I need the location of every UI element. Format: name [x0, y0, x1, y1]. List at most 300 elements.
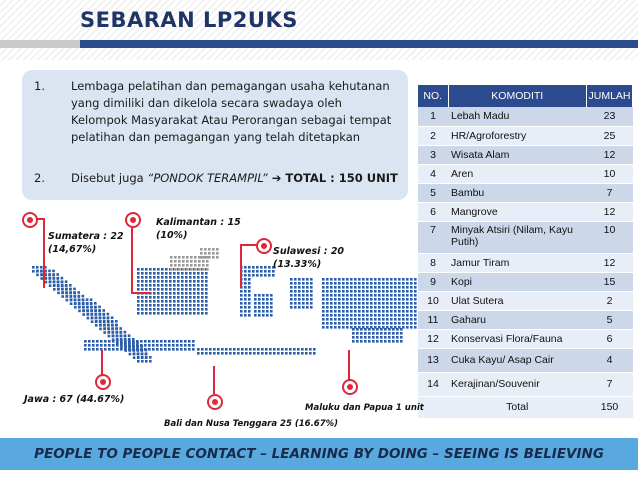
map-dot [362, 298, 365, 301]
map-dot [161, 272, 164, 275]
map-dot [112, 340, 115, 343]
map-dot [206, 268, 209, 271]
map-dot [124, 344, 127, 347]
point-text: Lembaga pelatihan dan pemagangan usaha kehutanan yang dimiliki dan dikelola secara swadaya oleh Kelompok Masyarakat Atau Perorangan sebagai tempat pelatihan dan pemagangan yang telah ditetapkan [71, 79, 392, 144]
map-dot [65, 291, 68, 294]
map-dot [334, 326, 337, 329]
map-dot [378, 310, 381, 313]
cell-jumlah: 2 [587, 291, 633, 310]
map-dot [370, 298, 373, 301]
map-dot [137, 360, 140, 363]
map-dot [410, 310, 413, 313]
map-dot [322, 314, 325, 317]
map-dot [338, 294, 341, 297]
map-dot [249, 348, 252, 351]
map-dot [260, 266, 263, 269]
map-dot [65, 288, 68, 291]
map-dot [386, 298, 389, 301]
map-dot [281, 352, 284, 355]
table-row [418, 126, 633, 145]
map-dot [137, 284, 140, 287]
map-dot [53, 277, 56, 280]
map-dot [78, 298, 81, 301]
map-dot [233, 352, 236, 355]
map-dot [384, 336, 387, 339]
cell-jumlah: 10 [587, 221, 633, 253]
map-dot [201, 292, 204, 295]
map-dot [172, 344, 175, 347]
map-dot [157, 268, 160, 271]
map-dot [406, 298, 409, 301]
map-dot [346, 306, 349, 309]
map-dot [366, 278, 369, 281]
map-dot [302, 298, 305, 301]
label-sumatera [48, 230, 124, 256]
map-dot [248, 294, 251, 297]
map-dot [181, 288, 184, 291]
map-dot [374, 290, 377, 293]
map-dot [342, 314, 345, 317]
map-dot [152, 344, 155, 347]
map-dot [380, 340, 383, 343]
map-dot [382, 322, 385, 325]
map-dot [394, 302, 397, 305]
map-dot [202, 260, 205, 263]
map-dot [53, 288, 56, 291]
map-dot [254, 310, 257, 313]
map-dot [161, 304, 164, 307]
map-dot [334, 306, 337, 309]
map-dot [394, 286, 397, 289]
map-dot [277, 348, 280, 351]
map-dot [99, 316, 102, 319]
map-dot [360, 328, 363, 331]
map-dot [78, 302, 81, 305]
total-value: 150 [587, 396, 633, 418]
map-dot [394, 294, 397, 297]
map-dot [61, 277, 64, 280]
map-dot [390, 278, 393, 281]
map-dot [103, 320, 106, 323]
map-dot [342, 294, 345, 297]
map-dot [254, 302, 257, 305]
map-dot [205, 292, 208, 295]
map-dot [394, 306, 397, 309]
map-dot [181, 272, 184, 275]
map-dot [208, 252, 211, 255]
map-dot [157, 308, 160, 311]
header-no: NO. [418, 85, 448, 107]
map-dot [157, 296, 160, 299]
map-dot [266, 298, 269, 301]
cell-jumlah: 10 [587, 164, 633, 183]
map-dot [306, 278, 309, 281]
map-dot [61, 288, 64, 291]
map-dot [91, 316, 94, 319]
map-dot [241, 348, 244, 351]
map-dot [310, 298, 313, 301]
map-dot [362, 294, 365, 297]
map-dot [178, 260, 181, 263]
map-dot [70, 295, 73, 298]
map-dot [136, 348, 139, 351]
label-jawa: Jawa : 67 (44.67%) [24, 394, 125, 405]
map-dot [358, 298, 361, 301]
map-dot [346, 290, 349, 293]
map-dot [414, 306, 417, 309]
map-dot [201, 308, 204, 311]
map-dot [78, 306, 81, 309]
map-dot [334, 314, 337, 317]
map-dot [190, 264, 193, 267]
map-dot [244, 290, 247, 293]
map-dot [402, 290, 405, 293]
map-dot [398, 302, 401, 305]
map-dot [386, 318, 389, 321]
map-dot [244, 310, 247, 313]
map-dot [178, 264, 181, 267]
map-dot [378, 294, 381, 297]
map-dot [173, 272, 176, 275]
table-row [418, 291, 633, 310]
map-dot [358, 306, 361, 309]
map-dot [161, 268, 164, 271]
map-dot [153, 292, 156, 295]
map-dot [254, 306, 257, 309]
title-underline-grey [0, 40, 80, 48]
cell-no: 14 [418, 372, 448, 396]
map-dot [169, 284, 172, 287]
map-dot [208, 248, 211, 251]
map-dot [374, 322, 377, 325]
map-dot [330, 286, 333, 289]
map-dot [390, 318, 393, 321]
map-dot [326, 290, 329, 293]
map-dot [306, 282, 309, 285]
map-dot [244, 286, 247, 289]
map-dot [262, 306, 265, 309]
map-dot [338, 290, 341, 293]
map-dot [201, 296, 204, 299]
map-dot [157, 312, 160, 315]
map-dot [326, 314, 329, 317]
map-dot [137, 280, 140, 283]
cell-no: 4 [418, 164, 448, 183]
map-dot [313, 352, 316, 355]
map-dot [322, 318, 325, 321]
map-dot [65, 284, 68, 287]
map-dot [370, 294, 373, 297]
map-dot [310, 286, 313, 289]
map-dot [144, 344, 147, 347]
map-dot [384, 340, 387, 343]
map-dot [82, 306, 85, 309]
map-dot [244, 302, 247, 305]
map-dot [49, 284, 52, 287]
map-dot [115, 320, 118, 323]
map-dot [193, 276, 196, 279]
map-dot [185, 276, 188, 279]
cell-no: 3 [418, 145, 448, 164]
map-dot [248, 282, 251, 285]
map-dot [156, 340, 159, 343]
label-bali-nusa-tenggara: Bali dan Nusa Tenggara 25 (16.67%) [164, 419, 339, 429]
map-dot [268, 270, 271, 273]
map-dot [193, 280, 196, 283]
map-dot [265, 352, 268, 355]
map-dot [392, 328, 395, 331]
map-dot [400, 336, 403, 339]
map-dot [342, 318, 345, 321]
map-dot [111, 320, 114, 323]
map-dot [364, 340, 367, 343]
cell-no: 13 [418, 348, 448, 372]
map-dot [111, 316, 114, 319]
map-dot [334, 318, 337, 321]
map-dot [92, 340, 95, 343]
map-dot [140, 340, 143, 343]
map-dot [212, 252, 215, 255]
map-dot [70, 302, 73, 305]
map-dot [350, 286, 353, 289]
map-dot [129, 353, 132, 356]
map-dot [48, 270, 51, 273]
map-dot [330, 302, 333, 305]
map-dot [305, 348, 308, 351]
map-dot [145, 280, 148, 283]
map-dot [362, 322, 365, 325]
map-dot [149, 312, 152, 315]
map-dot [410, 322, 413, 325]
map-dot [169, 304, 172, 307]
map-dot [128, 334, 131, 337]
map-dot [338, 314, 341, 317]
map-dot [358, 294, 361, 297]
map-dot [99, 328, 102, 331]
map-dot [173, 300, 176, 303]
map-dot [334, 298, 337, 301]
map-dot [107, 316, 110, 319]
map-dot [141, 276, 144, 279]
map-dot [322, 278, 325, 281]
map-dot [366, 306, 369, 309]
map-dot [298, 282, 301, 285]
map-dot [378, 306, 381, 309]
map-dot [370, 286, 373, 289]
map-dot [386, 282, 389, 285]
map-dot [248, 278, 251, 281]
map-dot [309, 348, 312, 351]
pin-line [131, 292, 151, 294]
map-dot [94, 309, 97, 312]
map-dot [330, 306, 333, 309]
map-dot [132, 348, 135, 351]
map-dot [185, 272, 188, 275]
map-dot [177, 296, 180, 299]
map-dot [177, 284, 180, 287]
map-dot [414, 322, 417, 325]
map-dot [306, 294, 309, 297]
map-dot [368, 328, 371, 331]
map-dot [334, 282, 337, 285]
map-dot [173, 304, 176, 307]
map-dot [180, 340, 183, 343]
map-dot [70, 298, 73, 301]
map-dot [149, 272, 152, 275]
map-dot [221, 352, 224, 355]
map-dot [78, 295, 81, 298]
map-dot [100, 340, 103, 343]
map-dot [388, 336, 391, 339]
map-dot [398, 294, 401, 297]
map-dot [342, 298, 345, 301]
map-dot [165, 300, 168, 303]
map-dot [281, 348, 284, 351]
map-dot [57, 277, 60, 280]
map-dot [205, 296, 208, 299]
map-dot [406, 282, 409, 285]
table-row [418, 164, 633, 183]
map-dot [330, 278, 333, 281]
map-dot [137, 356, 140, 359]
map-dot [197, 280, 200, 283]
map-dot [103, 327, 106, 330]
map-dot [69, 291, 72, 294]
label-sulawesi [273, 245, 344, 271]
map-dot [141, 312, 144, 315]
map-dot [322, 294, 325, 297]
map-dot [245, 352, 248, 355]
map-dot [294, 286, 297, 289]
map-dot [350, 306, 353, 309]
map-dot [99, 313, 102, 316]
cell-komoditi: Kopi [448, 272, 587, 291]
map-dot [201, 348, 204, 351]
map-dot [289, 352, 292, 355]
info-box [22, 70, 408, 200]
map-dot [366, 298, 369, 301]
map-dot [306, 290, 309, 293]
map-dot [358, 290, 361, 293]
table-row [418, 310, 633, 329]
map-dot [346, 298, 349, 301]
map-dot [32, 266, 35, 269]
map-dot [261, 352, 264, 355]
map-dot [141, 308, 144, 311]
map-dot [260, 270, 263, 273]
map-dot [258, 310, 261, 313]
map-dot [201, 352, 204, 355]
map-dot [161, 300, 164, 303]
map-dot [193, 272, 196, 275]
map-dot [244, 270, 247, 273]
map-dot [141, 304, 144, 307]
map-dot [204, 256, 207, 259]
map-dot [189, 296, 192, 299]
map-dot [346, 278, 349, 281]
map-dot [370, 282, 373, 285]
map-dot [197, 312, 200, 315]
map-dot [262, 314, 265, 317]
map-dot [157, 280, 160, 283]
map-dot [124, 331, 127, 334]
map-dot [141, 300, 144, 303]
map-dot [90, 302, 93, 305]
table-row [418, 202, 633, 221]
map-dot [266, 314, 269, 317]
map-dot [197, 288, 200, 291]
map-dot [225, 352, 228, 355]
map-dot [388, 328, 391, 331]
map-dot [326, 286, 329, 289]
map-dot [165, 276, 168, 279]
map-dot [160, 344, 163, 347]
map-dot [74, 295, 77, 298]
map-dot [149, 284, 152, 287]
header-komoditi: KOMODITI [448, 85, 587, 107]
map-dot [36, 266, 39, 269]
map-dot [354, 302, 357, 305]
map-dot [49, 280, 52, 283]
map-dot [212, 248, 215, 251]
map-dot [354, 294, 357, 297]
map-dot [374, 286, 377, 289]
map-dot [264, 274, 267, 277]
map-dot [197, 352, 200, 355]
label-kalimantan-pct: (10%) [156, 230, 188, 241]
map-dot [338, 282, 341, 285]
map-dot [153, 284, 156, 287]
map-dot [165, 312, 168, 315]
map-dot [322, 302, 325, 305]
map-dot [370, 310, 373, 313]
map-dot [165, 272, 168, 275]
map-dot [99, 324, 102, 327]
map-dot [169, 288, 172, 291]
map-dot [354, 314, 357, 317]
map-dot [57, 280, 60, 283]
map-dot [153, 312, 156, 315]
map-dot [285, 352, 288, 355]
map-dot [310, 290, 313, 293]
map-dot [128, 340, 131, 343]
map-dot [402, 286, 405, 289]
map-dot [141, 280, 144, 283]
map-dot [107, 320, 110, 323]
map-dot [165, 288, 168, 291]
map-dot [346, 322, 349, 325]
map-dot [98, 306, 101, 309]
map-dot [145, 296, 148, 299]
map-dot [181, 292, 184, 295]
map-dot [402, 310, 405, 313]
map-dot [137, 272, 140, 275]
map-dot [354, 282, 357, 285]
map-dot [342, 278, 345, 281]
map-dot [136, 344, 139, 347]
map-dot [194, 268, 197, 271]
map-dot [378, 286, 381, 289]
map-dot [350, 318, 353, 321]
map-dot [390, 310, 393, 313]
map-dot [254, 294, 257, 297]
map-dot [248, 314, 251, 317]
map-dot [410, 294, 413, 297]
map-dot [206, 260, 209, 263]
map-dot [156, 348, 159, 351]
map-dot [362, 286, 365, 289]
map-dot [362, 290, 365, 293]
